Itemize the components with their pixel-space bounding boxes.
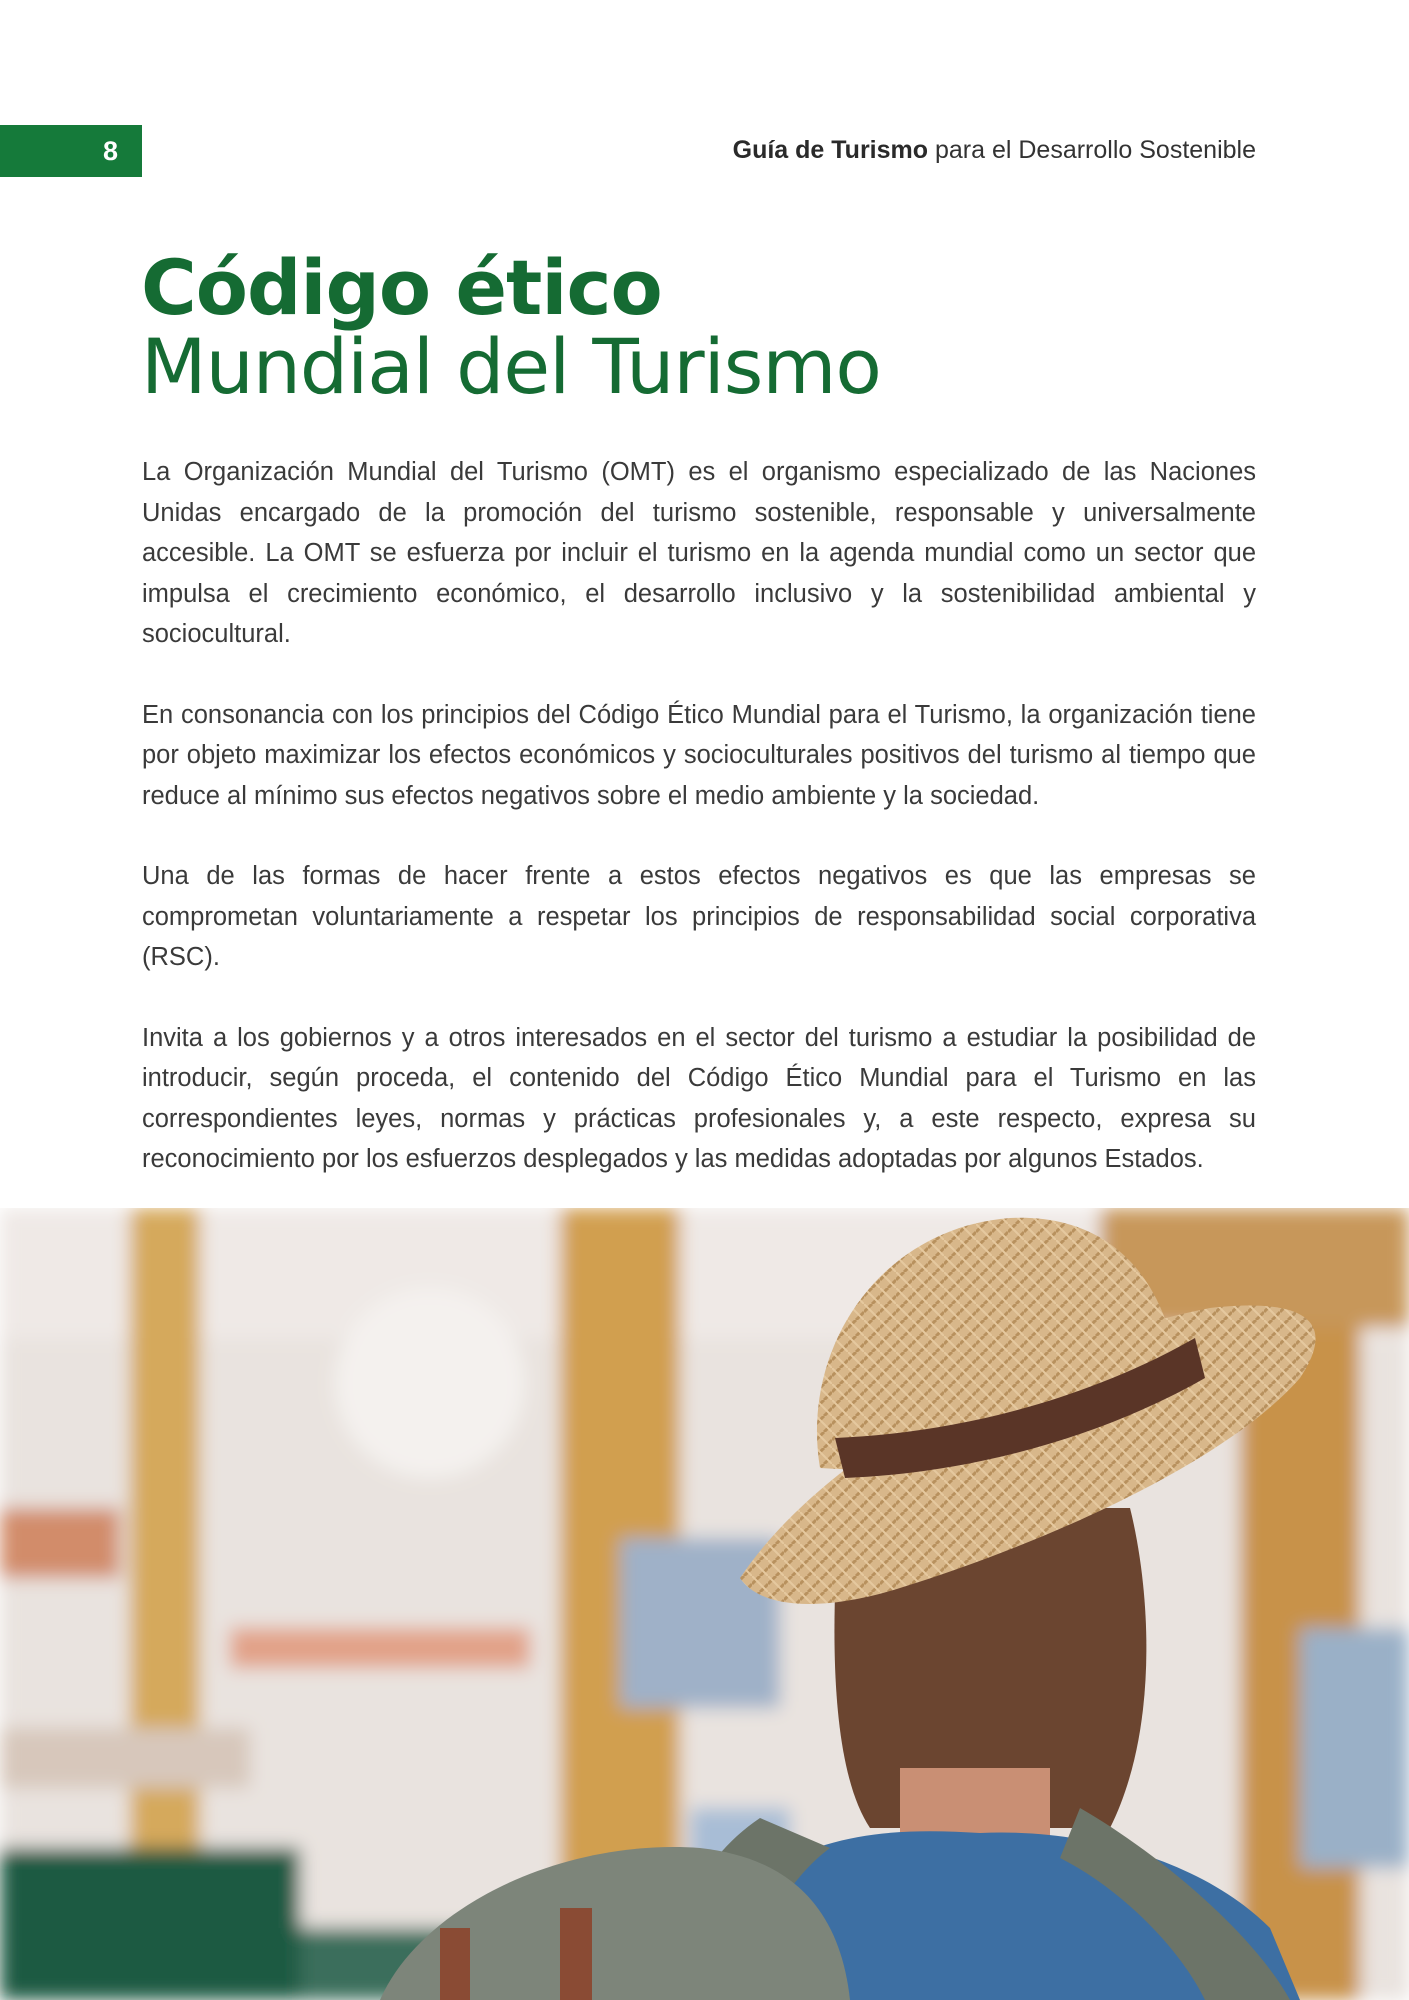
- traveler-photo: [0, 1208, 1409, 2000]
- page-number-tab: [0, 125, 142, 177]
- page-title: [141, 243, 881, 412]
- paragraph-2: En consonancia con los principios del Código Ético Mundial para el Turismo, la organización tiene por objeto maximizar los efectos económicos y socioculturales positivos del turismo al tiempo que reduce al mínimo sus efectos negativos sobre el medio ambiente y la sociedad.: [142, 700, 1256, 810]
- page-number: 8: [102, 135, 118, 166]
- paragraph-3: Una de las formas de hacer frente a estos efectos negativos es que las empresas se comprometan voluntariamente a respetar los principios de responsabilidad social corporativa (RSC).: [142, 862, 1256, 971]
- paragraph-4: Invita a los gobiernos y a otros interesados en el sector del turismo a estudiar la posibilidad de introducir, según proceda, el contenido del Código Ético Mundial para el Turismo en las correspondientes leyes, normas y prácticas profesionales y, a este respecto, expresa su reconocimiento por los esfuerzos desplegados y las medidas adoptadas por algunos Estados.: [142, 1023, 1256, 1173]
- guide-title-rest: para el Desarrollo Sostenible: [934, 136, 1256, 164]
- body-text: [142, 452, 1256, 1220]
- page-title-line1: Código ético: [141, 243, 662, 332]
- running-header: [733, 136, 1256, 165]
- paragraph-1: La Organización Mundial del Turismo (OMT) es el organismo especializado de las Naciones Unidas encargado de la promoción del turismo sostenible, responsable y universalmente accesible. La OMT se esfuerza por incluir el turismo en la agenda mundial como un sector que impulsa el crecimiento económico, el desarrollo inclusivo y la sostenibilidad ambiental y sociocultural.: [142, 458, 1256, 648]
- guide-title-bold: Guía de Turismo: [732, 136, 929, 164]
- page-title-line2: Mundial del Turismo: [141, 322, 881, 412]
